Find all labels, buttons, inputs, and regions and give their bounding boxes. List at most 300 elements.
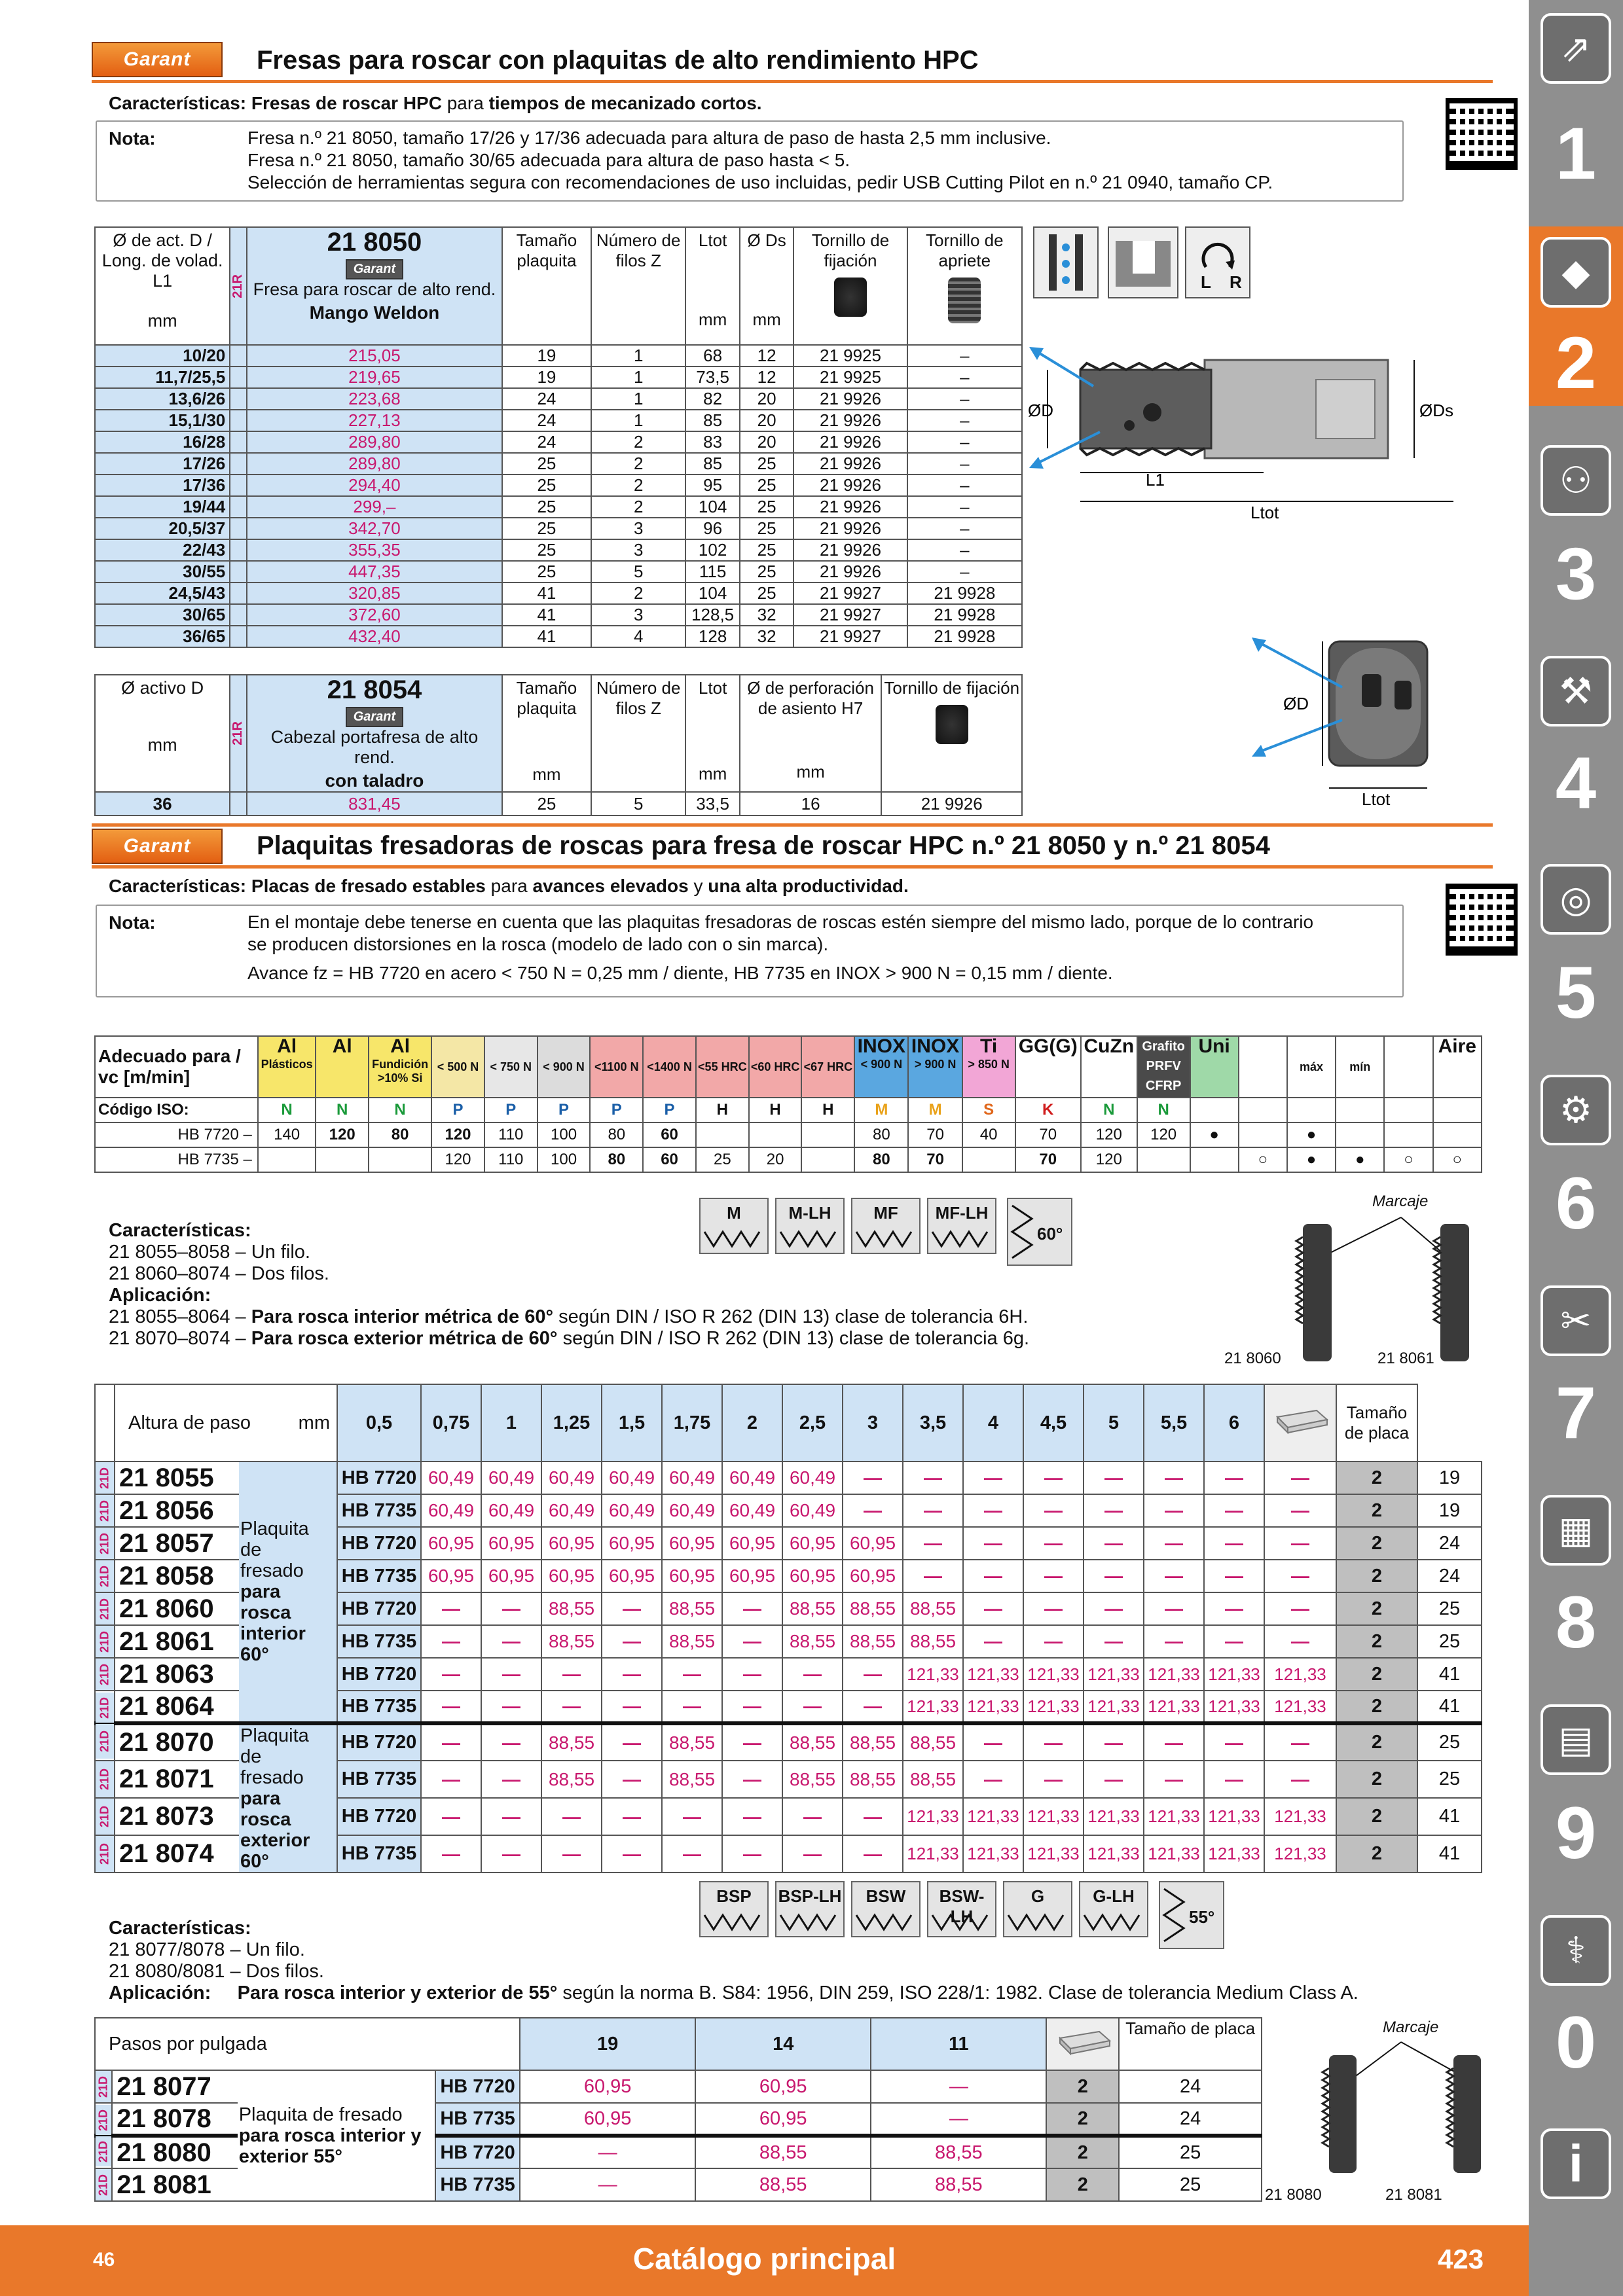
table-cell: 41 xyxy=(502,626,591,647)
table-cell: 21D xyxy=(95,2168,112,2201)
pitch-header: 1 xyxy=(481,1384,541,1462)
table-cell: 60,95 xyxy=(602,1527,662,1560)
text: 60° xyxy=(1037,1224,1063,1244)
text: mm xyxy=(752,310,781,329)
text: exterior xyxy=(240,1830,310,1851)
table-cell: 120 xyxy=(1137,1122,1190,1147)
table-cell: 2 xyxy=(1046,2168,1119,2201)
insert-tool-icon[interactable]: ◆ xyxy=(1541,237,1611,308)
text: Aplicación: xyxy=(109,1285,211,1306)
table-cell: 21 8057 xyxy=(115,1527,239,1560)
table-row xyxy=(95,345,1022,367)
section1-characteristics xyxy=(109,93,762,114)
table-cell: 70 xyxy=(1015,1147,1081,1172)
text: Al xyxy=(277,1035,297,1057)
table-cell: — xyxy=(722,1798,782,1835)
text: 21 8070–8074 – Para rosca exterior métrica de 60° según DIN / ISO R 262 (DIN 13) clase de tolerancia 6g. xyxy=(109,1328,1030,1349)
table-cell: 432,40 xyxy=(247,626,502,647)
table-cell: 60,95 xyxy=(722,1527,782,1560)
table-cell: — xyxy=(541,1835,602,1873)
table-cell: 121,33 xyxy=(1084,1691,1144,1723)
table-cell: — xyxy=(421,1835,481,1873)
tab-1[interactable]: 1 xyxy=(1555,113,1597,194)
table-cell: 25 xyxy=(740,561,794,583)
text: > 850 N xyxy=(968,1058,1010,1071)
table-cell: — xyxy=(1144,1592,1204,1625)
text: Fresa n.º 21 8050, tamaño 17/26 y 17/36 adecuada para altura de paso de hasta 2,5 mm inclusive. xyxy=(247,128,1051,148)
table-cell: 24 xyxy=(502,431,591,453)
pitch-header: 3,5 xyxy=(903,1384,963,1462)
table-cell: 5 xyxy=(591,561,685,583)
table-row xyxy=(95,1147,1482,1172)
table-cell: 16/28 xyxy=(95,431,230,453)
table-row xyxy=(95,1723,1482,1761)
table-cell: 3 xyxy=(591,518,685,539)
table-cell: — xyxy=(1023,1462,1084,1494)
table-cell: — xyxy=(782,1835,843,1873)
table-cell: 33,5 xyxy=(685,792,740,816)
table-cell: 120 xyxy=(431,1147,484,1172)
table-cell: 21 8081 xyxy=(112,2168,238,2201)
text: En el montaje debe tenerse en cuenta que las plaquitas fresadoras de roscas estén siempre del mismo lado, porque de lo contrario xyxy=(247,912,1314,932)
text: <1400 N xyxy=(647,1060,692,1073)
tab-7[interactable]: 7 xyxy=(1555,1372,1597,1454)
table-cell: 80 xyxy=(590,1122,643,1147)
table-cell: — xyxy=(541,1691,602,1723)
iso-code: H xyxy=(696,1098,749,1122)
table-cell: 30/65 xyxy=(95,604,230,626)
text: MF xyxy=(873,1203,898,1223)
tab-2[interactable]: 2 xyxy=(1555,322,1597,404)
table-cell: 80 xyxy=(369,1122,431,1147)
tab-0[interactable]: 0 xyxy=(1555,2001,1597,2083)
table-cell: 80 xyxy=(854,1122,908,1147)
section1-note-label: Nota: xyxy=(109,128,156,149)
table-cell: 60,49 xyxy=(782,1462,843,1494)
table-cell: — xyxy=(722,1592,782,1625)
table-cell: 128 xyxy=(685,626,740,647)
table-cell: 88,55 xyxy=(903,1592,963,1625)
text: para rosca xyxy=(240,1581,291,1623)
table-cell: — xyxy=(481,1658,541,1691)
plate-icon xyxy=(1264,1384,1336,1462)
table-cell: – xyxy=(907,453,1022,475)
table-cell: 60,95 xyxy=(722,1560,782,1592)
pliers-icon[interactable]: ✂ xyxy=(1541,1285,1611,1356)
label-ltot: Ltot xyxy=(1250,503,1279,522)
table-cell: — xyxy=(481,1835,541,1873)
material-col-20 xyxy=(1336,1036,1384,1098)
table-cell xyxy=(1239,1122,1287,1147)
text: R xyxy=(1230,272,1242,292)
text: CuZn xyxy=(1084,1035,1135,1057)
table-cell: — xyxy=(963,1761,1023,1798)
table-cell: 25 xyxy=(740,518,794,539)
text: mm xyxy=(532,764,561,784)
table-row xyxy=(95,1462,1482,1494)
table-cell: 21 9926 xyxy=(793,518,907,539)
table-cell: — xyxy=(903,1560,963,1592)
fig-code-218060: 21 8060 xyxy=(1224,1350,1281,1367)
text: y xyxy=(693,876,703,896)
table-cell: 60,95 xyxy=(662,1527,722,1560)
text: 60° xyxy=(240,1851,269,1872)
table-cell: 21D xyxy=(95,1798,115,1835)
table-cell: — xyxy=(963,1592,1023,1625)
table-cell: — xyxy=(1144,1527,1204,1560)
table-cell: 21D xyxy=(95,1592,115,1625)
workbench-icon[interactable]: ▦ xyxy=(1541,1495,1611,1566)
text: Tornillo de apriete xyxy=(926,230,1004,270)
table-cell: 20 xyxy=(749,1147,802,1172)
table-cell: 60,95 xyxy=(695,2070,871,2103)
thread-type-bsp xyxy=(699,1881,769,1937)
table-cell: 21 8061 xyxy=(115,1625,239,1658)
text: 21R xyxy=(230,721,246,745)
table-cell: 88,55 xyxy=(871,2168,1046,2201)
table-cell: — xyxy=(541,1798,602,1835)
table-row xyxy=(95,453,1022,475)
section2-note-label: Nota: xyxy=(109,912,156,933)
table-cell xyxy=(369,1147,431,1172)
qr-code-icon[interactable] xyxy=(1446,884,1518,956)
table-cell xyxy=(316,1147,369,1172)
label-ltot: Ltot xyxy=(1362,789,1391,805)
text: mm xyxy=(147,311,177,331)
text: Ltot xyxy=(698,678,727,698)
table-cell: 2 xyxy=(591,453,685,475)
table-cell: 2 xyxy=(1336,1494,1417,1527)
table-cell: 21 9925 xyxy=(793,345,907,367)
text: Garant xyxy=(346,707,403,727)
table-cell: 21 8077 xyxy=(112,2070,238,2103)
table-cell: 831,45 xyxy=(247,792,502,816)
table-cell: 24,5/43 xyxy=(95,583,230,604)
table-cell: – xyxy=(907,345,1022,367)
table-cell: 5 xyxy=(591,792,685,816)
wrench-icon[interactable]: ⚙ xyxy=(1541,1075,1611,1145)
fig-code-218080: 21 8080 xyxy=(1265,2186,1322,2204)
text: Fundición >10% Si xyxy=(372,1058,429,1085)
col-tornillo-fijacion xyxy=(793,227,907,345)
text: Avance fz = HB 7720 en acero < 750 N = 0,25 mm / diente, HB 7735 en INOX > 900 N = 0,15 mm / diente. xyxy=(247,963,1113,983)
table-cell: HB 7735 xyxy=(337,1691,421,1723)
table-row xyxy=(95,367,1022,388)
iso-code: P xyxy=(643,1098,696,1122)
table-cell: — xyxy=(1023,1723,1084,1761)
material-col-21 xyxy=(1384,1036,1432,1098)
text: 21 8050 xyxy=(327,228,422,257)
text: Mango Weldon xyxy=(309,302,440,323)
tap-icon[interactable]: ⚇ xyxy=(1541,445,1611,516)
table-cell: 121,33 xyxy=(1264,1798,1336,1835)
garant-logo xyxy=(92,829,223,864)
text: 55° xyxy=(1189,1907,1215,1927)
blind-hole-icon xyxy=(1108,226,1178,298)
tab-5[interactable]: 5 xyxy=(1555,952,1597,1033)
col-plaquita: Tamaño plaquita xyxy=(502,227,591,345)
text: para rosca xyxy=(240,1788,291,1830)
table-cell: HB 7735 xyxy=(337,1835,421,1873)
table-cell: HB 7720 xyxy=(435,2070,520,2103)
table-cell: 289,80 xyxy=(247,431,502,453)
table-cell: 88,55 xyxy=(843,1761,903,1798)
table-cell: 21 8060 xyxy=(115,1592,239,1625)
table-cell: 95 xyxy=(685,475,740,496)
tab-8[interactable]: 8 xyxy=(1555,1581,1597,1663)
table-cell: 2 xyxy=(1046,2070,1119,2103)
col-diam-header xyxy=(95,227,230,345)
table-cell: — xyxy=(1264,1592,1336,1625)
table-cell: 60,95 xyxy=(843,1527,903,1560)
tab-9[interactable]: 9 xyxy=(1555,1792,1597,1874)
text: M xyxy=(727,1203,741,1223)
table-cell: — xyxy=(662,1658,722,1691)
table-row xyxy=(95,792,1022,816)
pitch-header: 4,5 xyxy=(1023,1384,1084,1462)
table-cell xyxy=(230,431,247,453)
coolant-icon xyxy=(1033,226,1099,298)
table-cell: — xyxy=(1264,1625,1336,1658)
table-cell: — xyxy=(1023,1527,1084,1560)
table-cell: 12 xyxy=(740,367,794,388)
table-cell: — xyxy=(963,1723,1023,1761)
material-col-19 xyxy=(1287,1036,1336,1098)
col-diam-header xyxy=(95,675,230,792)
table-cell xyxy=(230,388,247,410)
col-perforacion xyxy=(740,675,882,792)
table-cell: — xyxy=(1144,1723,1204,1761)
text: para xyxy=(447,93,484,113)
table-cell: 16 xyxy=(740,792,882,816)
table-cell: 60,49 xyxy=(541,1462,602,1494)
table-cell: 2 xyxy=(591,475,685,496)
table-cell: 60,49 xyxy=(421,1494,481,1527)
table-cell: — xyxy=(421,1798,481,1835)
iso-code xyxy=(1287,1098,1336,1122)
table-cell: 121,33 xyxy=(1144,1691,1204,1723)
table-cell: 41 xyxy=(502,604,591,626)
table-cell: 21 9926 xyxy=(881,792,1022,816)
table-cell: — xyxy=(481,1798,541,1835)
table-cell: HB 7735 xyxy=(435,2103,520,2136)
tab-6[interactable]: 6 xyxy=(1555,1162,1597,1244)
table-cell: 60,49 xyxy=(782,1494,843,1527)
table-cell: 24 xyxy=(1119,2103,1262,2136)
table-cell: 102 xyxy=(685,539,740,561)
table-cell: 121,33 xyxy=(1144,1658,1204,1691)
table-cell: 2 xyxy=(1336,1592,1417,1625)
table-cell: — xyxy=(963,1494,1023,1527)
tab-3[interactable]: 3 xyxy=(1555,533,1597,615)
table-cell: – xyxy=(907,367,1022,388)
table-cell: 88,55 xyxy=(541,1592,602,1625)
table-cell: 80 xyxy=(590,1147,643,1172)
pitch-header: 1,5 xyxy=(602,1384,662,1462)
text: Garant xyxy=(123,835,191,857)
table-cell xyxy=(230,453,247,475)
table-cell: 120 xyxy=(316,1122,369,1147)
pitch-header: 2,5 xyxy=(782,1384,843,1462)
table-cell: 60,95 xyxy=(520,2103,695,2136)
text: Aplicación: Para rosca interior y exterior de 55° según la norma B. S84: 1956, DIN 259, ISO 228/1: 1982. Clase de tolerancia Medium Class A. xyxy=(109,1982,1359,2003)
table-cell: 60,49 xyxy=(421,1462,481,1494)
table-cell: 60,95 xyxy=(520,2070,695,2103)
table-cell: – xyxy=(907,539,1022,561)
text: Ti xyxy=(980,1035,998,1057)
table-cell: HB 7735 xyxy=(337,1625,421,1658)
table-cell: 60,95 xyxy=(602,1560,662,1592)
whitworth-pitch-table xyxy=(94,2017,1262,2202)
pitch-header: 3 xyxy=(843,1384,903,1462)
table-cell xyxy=(258,1147,316,1172)
table-cell xyxy=(230,410,247,431)
table-218050 xyxy=(94,226,1023,648)
text: una alta productividad. xyxy=(708,876,909,896)
table-cell: 22/43 xyxy=(95,539,230,561)
milling-cutter-drawing xyxy=(1021,334,1473,524)
table-cell: 60,95 xyxy=(843,1560,903,1592)
iso-code: P xyxy=(590,1098,643,1122)
table-row xyxy=(95,431,1022,453)
iso-code xyxy=(1384,1098,1432,1122)
table-cell: 19 xyxy=(502,345,591,367)
table-cell: 121,33 xyxy=(1084,1798,1144,1835)
table-cell: 41 xyxy=(1417,1798,1482,1835)
iso-code: M xyxy=(854,1098,908,1122)
table-218054 xyxy=(94,674,1023,816)
text: BSW-LH xyxy=(939,1886,985,1926)
table-cell: — xyxy=(903,1527,963,1560)
table-cell: – xyxy=(907,410,1022,431)
col-ltot xyxy=(685,227,740,345)
table-cell: — xyxy=(963,1560,1023,1592)
text: exterior 55° xyxy=(238,2146,342,2167)
screw-icon xyxy=(834,278,867,317)
table-cell: — xyxy=(871,2103,1046,2136)
text: mm xyxy=(298,1412,330,1433)
table-cell: 2 xyxy=(591,583,685,604)
table-cell: 2 xyxy=(1336,1835,1417,1873)
text: < 900 N xyxy=(543,1060,585,1073)
table-cell: 21 9927 xyxy=(793,583,907,604)
table-cell: 21 8070 xyxy=(115,1723,239,1761)
table-cell: 60,49 xyxy=(602,1494,662,1527)
table-cell: — xyxy=(602,1761,662,1798)
text: BSW xyxy=(866,1886,906,1906)
angle-55-icon xyxy=(1159,1881,1224,1949)
table-cell: — xyxy=(481,1761,541,1798)
table-cell: 128,5 xyxy=(685,604,740,626)
text: L xyxy=(1201,272,1211,292)
table-row xyxy=(95,2070,1262,2103)
text: 21 8055–8064 – Para rosca interior métrica de 60° según DIN / ISO R 262 (DIN 13) clase de tolerancia 6H. xyxy=(109,1306,1029,1327)
cabinet-icon[interactable]: ▤ xyxy=(1541,1704,1611,1775)
material-col-10 xyxy=(801,1036,854,1098)
text: < 500 N xyxy=(437,1060,479,1073)
table-cell: 21 9926 xyxy=(793,388,907,410)
table-row xyxy=(95,539,1022,561)
table-cell: 21 8064 xyxy=(115,1691,239,1723)
text: Aire xyxy=(1438,1035,1476,1057)
qr-code-icon[interactable] xyxy=(1446,98,1518,170)
iso-code xyxy=(1336,1098,1384,1122)
table-cell: 96 xyxy=(685,518,740,539)
table-cell: 88,55 xyxy=(782,1761,843,1798)
table-cell: 88,55 xyxy=(871,2136,1046,2168)
table-cell: 36 xyxy=(95,792,230,816)
col-filos: Número de filos Z xyxy=(591,227,685,345)
material-col-0 xyxy=(258,1036,316,1098)
table-cell xyxy=(801,1122,854,1147)
safety-icon[interactable]: ⚕ xyxy=(1541,1915,1611,1986)
col-ltot xyxy=(685,675,740,792)
thread-type-bsp-lh xyxy=(775,1881,845,1937)
drill-icon[interactable]: ⇗ xyxy=(1541,13,1611,84)
table-cell: – xyxy=(907,496,1022,518)
iso-code: N xyxy=(369,1098,431,1122)
table-cell: 121,33 xyxy=(1023,1658,1084,1691)
text: Características: xyxy=(109,1220,251,1241)
table-cell xyxy=(230,475,247,496)
tab-4[interactable]: 4 xyxy=(1555,742,1597,824)
materials-header: Adecuado para / vc [m/min] xyxy=(95,1036,258,1098)
col-plaquita xyxy=(502,675,591,792)
table-cell: 121,33 xyxy=(963,1798,1023,1835)
insert-description xyxy=(238,2070,435,2201)
footer-title: Catálogo principal xyxy=(632,2242,896,2276)
table-cell: 21 9926 xyxy=(793,561,907,583)
text: tiempos de mecanizado cortos. xyxy=(488,93,762,113)
insert-description xyxy=(239,1723,337,1873)
table-cell: — xyxy=(963,1527,1023,1560)
table-cell: 70 xyxy=(1015,1122,1081,1147)
caliper-icon[interactable]: ⚒ xyxy=(1541,656,1611,726)
section2-note-text xyxy=(247,911,1313,984)
table-cell: — xyxy=(1023,1494,1084,1527)
text: 60° xyxy=(240,1644,269,1665)
table-cell: ○ xyxy=(1384,1147,1432,1172)
table-cell: 21 8074 xyxy=(115,1835,239,1873)
table-cell: 88,55 xyxy=(662,1761,722,1798)
text: <67 HRC xyxy=(803,1060,853,1073)
table-cell xyxy=(230,496,247,518)
tab-info[interactable]: i xyxy=(1541,2128,1611,2199)
table-cell: 60,95 xyxy=(782,1527,843,1560)
table-cell: 121,33 xyxy=(903,1691,963,1723)
table-cell: 121,33 xyxy=(1084,1658,1144,1691)
table-cell: 25 xyxy=(502,561,591,583)
table-cell: 355,35 xyxy=(247,539,502,561)
table-cell xyxy=(230,626,247,647)
table-cell: 121,33 xyxy=(1204,1691,1264,1723)
table-cell: 68 xyxy=(685,345,740,367)
text: Ø de perforación de asiento H7 xyxy=(747,678,874,718)
table-cell: 88,55 xyxy=(541,1761,602,1798)
pitch-header: 2 xyxy=(722,1384,782,1462)
text: Cabezal portafresa de alto rend. xyxy=(270,727,479,767)
text: 21 8054 xyxy=(327,675,422,704)
table-cell xyxy=(230,792,247,816)
table-cell: 21D xyxy=(95,1835,115,1873)
table-cell: — xyxy=(421,1625,481,1658)
table-cell: 21 8071 xyxy=(115,1761,239,1798)
table-cell: 21 9928 xyxy=(907,626,1022,647)
saw-blade-icon[interactable]: ◎ xyxy=(1541,864,1611,935)
iso-code: N xyxy=(316,1098,369,1122)
table-cell: HB 7735 xyxy=(337,1494,421,1527)
thread-type-bsw-lh xyxy=(927,1881,996,1937)
